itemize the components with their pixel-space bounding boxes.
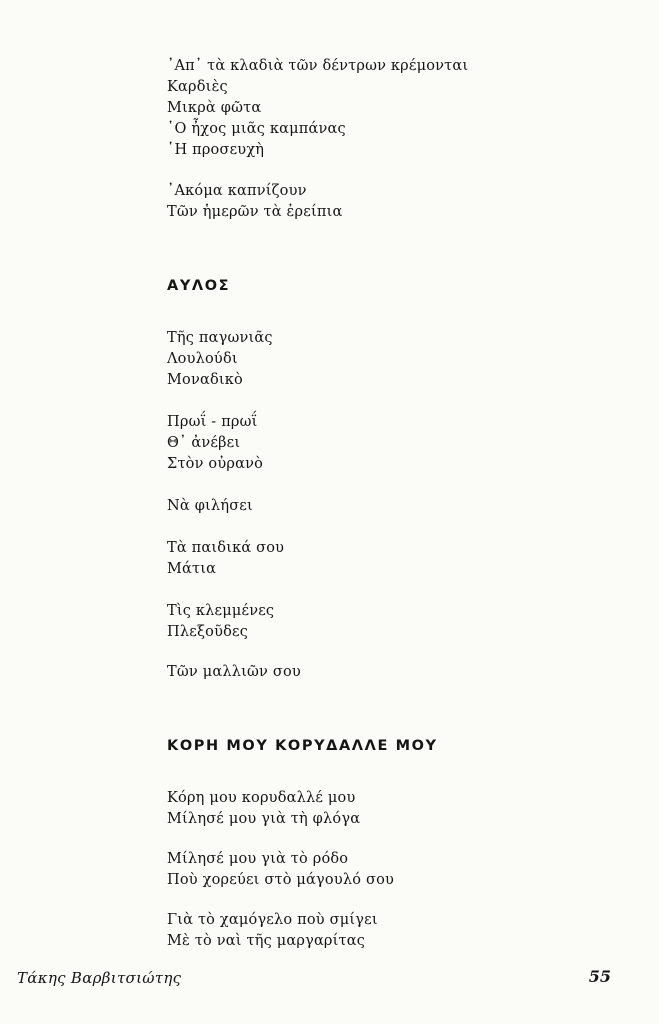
poem-line: Κόρη μου κορυδαλλέ μου	[167, 790, 356, 806]
poem-title-kori: ΚΟΡΗ ΜΟΥ ΚΟΡΥΔΑΛΛΕ ΜΟΥ	[167, 738, 438, 754]
poem-line: Μίλησέ μου γιὰ τὴ φλόγα	[167, 811, 361, 827]
poem-line: ᾽Απ᾽ τὰ κλαδιὰ τῶν δέντρων κρέμονται	[167, 58, 469, 74]
stanza	[167, 328, 607, 391]
poem-line: Γιὰ τὸ χαμόγελο ποὺ σμίγει	[167, 912, 378, 928]
poem-line: Ποὺ χορεύει στὸ μάγουλό σου	[167, 872, 395, 888]
poem-line: Θ᾽ ἀνέβει	[167, 435, 241, 451]
poem-line: ῾Η προσευχὴ	[167, 142, 265, 158]
poem-line: Τῆς παγωνιᾶς	[167, 330, 273, 346]
poem-line: Μίλησέ μου γιὰ τὸ ρόδο	[167, 851, 349, 867]
stanza	[167, 538, 607, 580]
stanza	[167, 496, 607, 517]
poem-line: Πλεξοῦδες	[167, 624, 249, 640]
poem-line: Λουλούδι	[167, 351, 238, 367]
poem-line: Καρδιὲς	[167, 79, 228, 95]
stanza	[167, 601, 607, 643]
poem-line: Μοναδικὸ	[167, 372, 243, 388]
stanza	[167, 788, 607, 830]
poem-line: Στὸν οὐρανὸ	[167, 456, 264, 472]
poem-line: Πρωΐ - πρωΐ	[167, 414, 258, 430]
stanza	[167, 56, 607, 161]
stanza	[167, 412, 607, 475]
stanza	[167, 181, 607, 223]
poem-line: Μάτια	[167, 561, 217, 577]
poem-line: Μὲ τὸ ναὶ τῆς μαργαρίτας	[167, 933, 366, 949]
poem-line: Τῶν ἡμερῶν τὰ ἐρείπια	[167, 204, 343, 220]
poem-line: Μικρὰ φῶτα	[167, 100, 262, 116]
stanza	[167, 662, 607, 683]
poem-title-avlos: ΑΥΛΟΣ	[167, 278, 231, 294]
stanza	[167, 910, 607, 952]
poem-line: ᾽Ακόμα καπνίζουν	[167, 183, 307, 199]
stanza	[167, 849, 607, 891]
poem-line: Τὶς κλεμμένες	[167, 603, 275, 619]
footer-author: Τάκης Βαρβιτσιώτης	[17, 969, 182, 987]
poem-line: Τὰ παιδικά σου	[167, 540, 285, 556]
poem-line: ῾Ο ἦχος μιᾶς καμπάνας	[167, 121, 346, 137]
poem-line: Τῶν μαλλιῶν σου	[167, 664, 301, 680]
poem-line: Νὰ φιλήσει	[167, 498, 253, 514]
page-number: 55	[588, 967, 611, 986]
